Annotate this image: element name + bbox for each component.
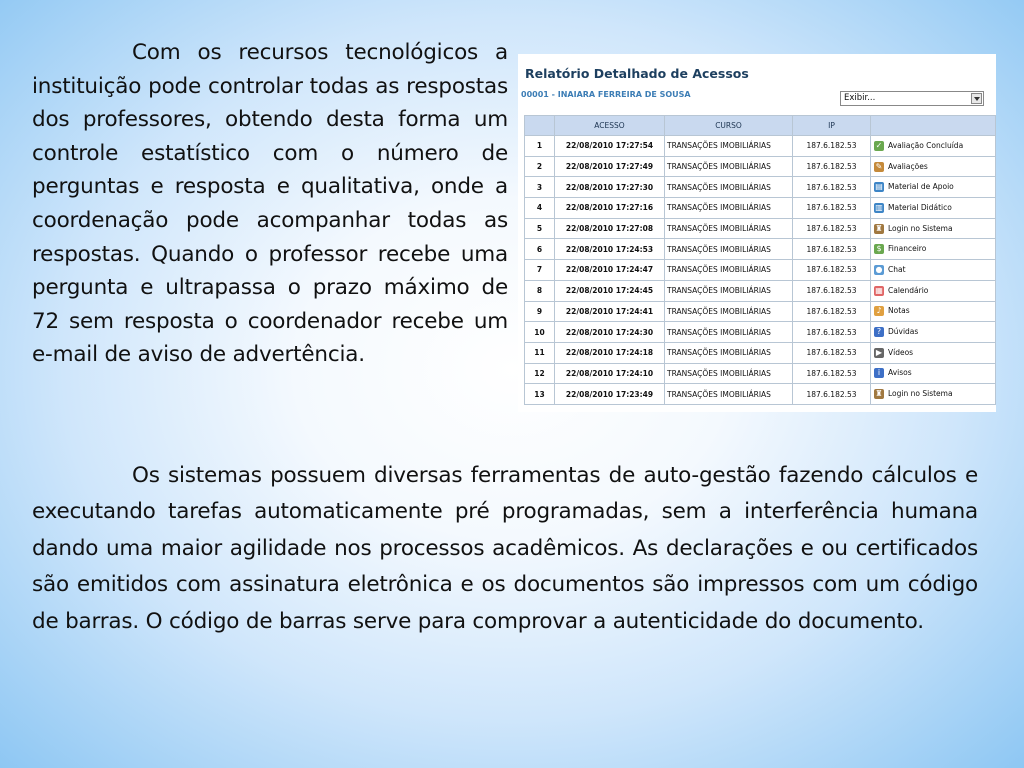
video-icon: ▶	[875, 347, 883, 357]
table-row[interactable]	[525, 384, 996, 405]
row-pagina	[871, 136, 996, 157]
book-icon: ▥	[875, 202, 883, 212]
row-curso: TRANSAÇÕES IMOBILIÁRIAS	[665, 198, 793, 219]
row-ip: 187.6.182.53	[793, 136, 871, 157]
row-ip: 187.6.182.53	[793, 384, 871, 405]
report-title: Relatório Detalhado de Acessos	[525, 66, 749, 81]
row-acesso: 22/08/2010 17:24:18	[555, 342, 665, 363]
row-number: 11	[525, 342, 555, 363]
row-number: 10	[525, 322, 555, 343]
header-acesso: ACESSO	[555, 116, 665, 136]
access-table	[524, 115, 996, 405]
row-pagina	[871, 301, 996, 322]
row-acesso: 22/08/2010 17:24:10	[555, 363, 665, 384]
table-row[interactable]	[525, 198, 996, 219]
row-number: 3	[525, 177, 555, 198]
header-curso: CURSO	[665, 116, 793, 136]
row-pagina	[871, 322, 996, 343]
row-curso: TRANSAÇÕES IMOBILIÁRIAS	[665, 239, 793, 260]
row-number: 2	[525, 156, 555, 177]
calendar-icon: ▦	[875, 285, 883, 295]
row-number: 1	[525, 136, 555, 157]
row-pagina-label: Financeiro	[888, 244, 927, 254]
row-pagina-label: Vídeos	[888, 347, 914, 357]
row-acesso: 22/08/2010 17:27:30	[555, 177, 665, 198]
row-ip: 187.6.182.53	[793, 177, 871, 198]
row-pagina-label: Avisos	[888, 368, 912, 378]
row-ip: 187.6.182.53	[793, 301, 871, 322]
row-pagina-label: Avaliações	[888, 161, 928, 171]
row-curso: TRANSAÇÕES IMOBILIÁRIAS	[665, 260, 793, 281]
row-number: 5	[525, 218, 555, 239]
row-pagina-label: Material de Apoio	[888, 182, 954, 192]
row-acesso: 22/08/2010 17:27:16	[555, 198, 665, 219]
chat-icon: ●	[875, 264, 883, 274]
table-header-row	[525, 116, 996, 136]
table-row[interactable]	[525, 322, 996, 343]
row-pagina	[871, 156, 996, 177]
paragraph-2-text: Os sistemas possuem diversas ferramentas de auto-gestão fazendo cálculos e executando tarefas automaticamente pré programadas, sem a interferência humana dando uma maior agilidade nos processos acadêmicos. As declarações e ou certificados são emitidos com assinatura eletrônica e os documentos são impressos com um código de barras. O código de barras serve para comprovar a autenticidade do documento.	[32, 463, 978, 634]
header-number	[525, 116, 555, 136]
row-pagina	[871, 384, 996, 405]
row-acesso: 22/08/2010 17:24:47	[555, 260, 665, 281]
row-acesso: 22/08/2010 17:24:30	[555, 322, 665, 343]
row-pagina	[871, 363, 996, 384]
display-select-value: Exibir...	[844, 93, 876, 103]
row-pagina-label: Dúvidas	[888, 327, 919, 337]
row-pagina	[871, 342, 996, 363]
row-curso: TRANSAÇÕES IMOBILIÁRIAS	[665, 218, 793, 239]
row-pagina-label: Login no Sistema	[888, 223, 953, 233]
table-row[interactable]	[525, 239, 996, 260]
row-curso: TRANSAÇÕES IMOBILIÁRIAS	[665, 301, 793, 322]
row-pagina-label: Login no Sistema	[888, 389, 953, 399]
coin-icon: $	[874, 244, 884, 254]
row-curso: TRANSAÇÕES IMOBILIÁRIAS	[665, 363, 793, 384]
row-ip: 187.6.182.53	[793, 363, 871, 384]
table-row[interactable]	[525, 136, 996, 157]
row-acesso: 22/08/2010 17:23:49	[555, 384, 665, 405]
paragraph-1	[32, 36, 508, 372]
table-row[interactable]	[525, 260, 996, 281]
row-ip: 187.6.182.53	[793, 342, 871, 363]
row-curso: TRANSAÇÕES IMOBILIÁRIAS	[665, 156, 793, 177]
key-icon: ♜	[875, 389, 883, 399]
table-row[interactable]	[525, 301, 996, 322]
display-select[interactable]	[840, 91, 984, 106]
row-pagina-label: Material Didático	[888, 202, 952, 212]
row-number: 7	[525, 260, 555, 281]
row-pagina-label: Avaliação Concluída	[888, 140, 964, 150]
row-pagina	[871, 239, 996, 260]
row-curso: TRANSAÇÕES IMOBILIÁRIAS	[665, 177, 793, 198]
row-curso: TRANSAÇÕES IMOBILIÁRIAS	[665, 342, 793, 363]
row-ip: 187.6.182.53	[793, 260, 871, 281]
key-icon: ♜	[875, 223, 883, 233]
table-row[interactable]	[525, 280, 996, 301]
row-ip: 187.6.182.53	[793, 239, 871, 260]
row-pagina-label: Calendário	[888, 285, 929, 295]
table-row[interactable]	[525, 363, 996, 384]
row-number: 13	[525, 384, 555, 405]
row-pagina	[871, 218, 996, 239]
row-ip: 187.6.182.53	[793, 280, 871, 301]
pencil-icon: ✎	[875, 161, 883, 171]
row-curso: TRANSAÇÕES IMOBILIÁRIAS	[665, 322, 793, 343]
info-icon: i	[874, 368, 884, 378]
report-user: 00001 - INAIARA FERREIRA DE SOUSA	[521, 90, 691, 99]
notes-icon: ♪	[874, 306, 884, 316]
header-pagina	[871, 116, 996, 136]
table-row[interactable]	[525, 156, 996, 177]
paragraph-2	[32, 458, 978, 640]
row-pagina	[871, 260, 996, 281]
row-pagina	[871, 280, 996, 301]
row-acesso: 22/08/2010 17:24:41	[555, 301, 665, 322]
row-ip: 187.6.182.53	[793, 218, 871, 239]
row-acesso: 22/08/2010 17:24:53	[555, 239, 665, 260]
row-acesso: 22/08/2010 17:27:54	[555, 136, 665, 157]
row-acesso: 22/08/2010 17:24:45	[555, 280, 665, 301]
row-ip: 187.6.182.53	[793, 156, 871, 177]
row-ip: 187.6.182.53	[793, 322, 871, 343]
row-number: 8	[525, 280, 555, 301]
row-number: 12	[525, 363, 555, 384]
row-number: 9	[525, 301, 555, 322]
row-curso: TRANSAÇÕES IMOBILIÁRIAS	[665, 136, 793, 157]
row-pagina	[871, 198, 996, 219]
table-row[interactable]	[525, 218, 996, 239]
check-icon: ✓	[875, 140, 883, 150]
row-pagina	[871, 177, 996, 198]
row-ip: 187.6.182.53	[793, 198, 871, 219]
row-acesso: 22/08/2010 17:27:49	[555, 156, 665, 177]
table-row[interactable]	[525, 177, 996, 198]
row-number: 4	[525, 198, 555, 219]
table-row[interactable]	[525, 342, 996, 363]
paragraph-1-text: Com os recursos tecnológicos a instituição pode controlar todas as respostas dos professores, obtendo desta forma um controle estatístico com o número de perguntas e resposta e qualitativa, onde a coordenação pode acompanhar todas as respostas. Quando o professor recebe uma pergunta e ultrapassa o prazo máximo de 72 sem resposta o coordenador recebe um e-mail de aviso de advertência.	[32, 40, 508, 368]
folder-icon: ▤	[875, 182, 883, 192]
row-pagina-label: Notas	[888, 306, 910, 316]
header-ip: IP	[793, 116, 871, 136]
row-curso: TRANSAÇÕES IMOBILIÁRIAS	[665, 280, 793, 301]
row-acesso: 22/08/2010 17:27:08	[555, 218, 665, 239]
row-number: 6	[525, 239, 555, 260]
chevron-down-icon[interactable]	[971, 93, 982, 104]
access-report-screenshot	[518, 54, 996, 412]
row-curso: TRANSAÇÕES IMOBILIÁRIAS	[665, 384, 793, 405]
row-pagina-label: Chat	[888, 264, 906, 274]
question-icon: ?	[874, 327, 884, 337]
